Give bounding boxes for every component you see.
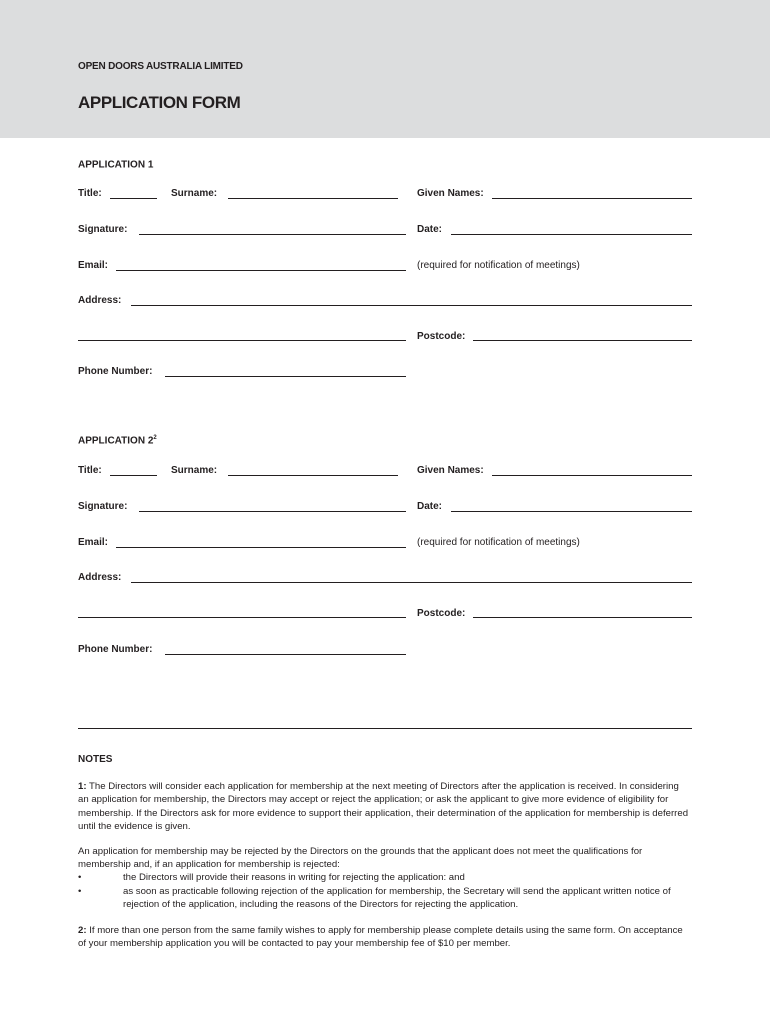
application-2-heading: APPLICATION $2^2$ xyxy=(78,435,157,447)
email-label: Email: xyxy=(78,537,109,548)
postcode-label: Postcode: xyxy=(417,608,466,619)
surname-label: Surname: xyxy=(171,465,218,476)
date-field[interactable] xyxy=(451,511,692,512)
address-field-line-2[interactable] xyxy=(78,340,406,341)
list-item xyxy=(78,885,692,912)
bullet-marker: • xyxy=(78,886,82,897)
note-2-paragraph: 2: If more than one person from the same family wishes to apply for membership please complete details using the same form. On acceptance of your membership application you will be contacted to pay your membership fee of $10 per member. xyxy=(78,925,683,950)
list-item xyxy=(78,871,692,884)
title-label: Title: xyxy=(78,465,102,476)
application-1-heading: APPLICATION 1 xyxy=(78,159,154,171)
signature-label: Signature: xyxy=(78,224,128,235)
signature-label: Signature: xyxy=(78,501,128,512)
notes-divider xyxy=(78,728,692,729)
header-banner xyxy=(0,0,770,138)
phone-field[interactable] xyxy=(165,654,406,655)
note-2-marker: 2: xyxy=(78,925,87,936)
note-1-paragraph: 1: The Directors will consider each application for membership at the next meeting of Directors after the application is received. In considering an application for membership, the Directors may accept or reject the application; or ask the applicant to give more evidence of eligibility for membership. If the Directors ask for more evidence to support their application, their determination of the application for membership is deferred until the evidence is given. xyxy=(78,781,689,832)
phone-label: Phone Number: xyxy=(78,366,153,377)
date-field[interactable] xyxy=(451,234,692,235)
email-field[interactable] xyxy=(116,547,406,548)
title-field[interactable] xyxy=(110,198,157,199)
postcode-field[interactable] xyxy=(473,340,692,341)
surname-field[interactable] xyxy=(228,475,398,476)
given-names-field[interactable] xyxy=(492,198,692,199)
signature-field[interactable] xyxy=(139,511,406,512)
address-field-line-1[interactable] xyxy=(131,582,692,583)
organization-name: OPEN DOORS AUSTRALIA LIMITED xyxy=(78,61,243,72)
email-field[interactable] xyxy=(116,270,406,271)
date-label: Date: xyxy=(417,224,443,235)
title-label: Title: xyxy=(78,188,102,199)
address-field-line-2[interactable] xyxy=(78,617,406,618)
address-label: Address: xyxy=(78,295,122,306)
bullet-text: as soon as practicable following rejection of the application for membership, the Secretary will send the applicant written notice of rejection of the application, including the reasons of the Directors for rejecting the application. xyxy=(123,886,671,911)
address-label: Address: xyxy=(78,572,122,583)
rejection-intro-paragraph: An application for membership may be rejected by the Directors on the grounds that the applicant does not meet the qualifications for membership and, if an application for membership is rejected: xyxy=(78,846,643,871)
surname-label: Surname: xyxy=(171,188,218,199)
note-1-marker: 1: xyxy=(78,781,87,792)
email-note: (required for notification of meetings) xyxy=(417,260,580,271)
email-label: Email: xyxy=(78,260,109,271)
given-names-label: Given Names: xyxy=(417,465,484,476)
surname-field[interactable] xyxy=(228,198,398,199)
bullet-marker: • xyxy=(78,872,82,883)
title-field[interactable] xyxy=(110,475,157,476)
date-label: Date: xyxy=(417,501,443,512)
phone-label: Phone Number: xyxy=(78,644,153,655)
phone-field[interactable] xyxy=(165,376,406,377)
notes-heading: NOTES xyxy=(78,754,113,765)
signature-field[interactable] xyxy=(139,234,406,235)
postcode-label: Postcode: xyxy=(417,331,466,342)
postcode-field[interactable] xyxy=(473,617,692,618)
bullet-text: the Directors will provide their reasons in writing for rejecting the application: and xyxy=(123,872,465,883)
address-field-line-1[interactable] xyxy=(131,305,692,306)
email-note: (required for notification of meetings) xyxy=(417,537,580,548)
given-names-field[interactable] xyxy=(492,475,692,476)
page-title: APPLICATION FORM xyxy=(78,93,241,112)
given-names-label: Given Names: xyxy=(417,188,484,199)
